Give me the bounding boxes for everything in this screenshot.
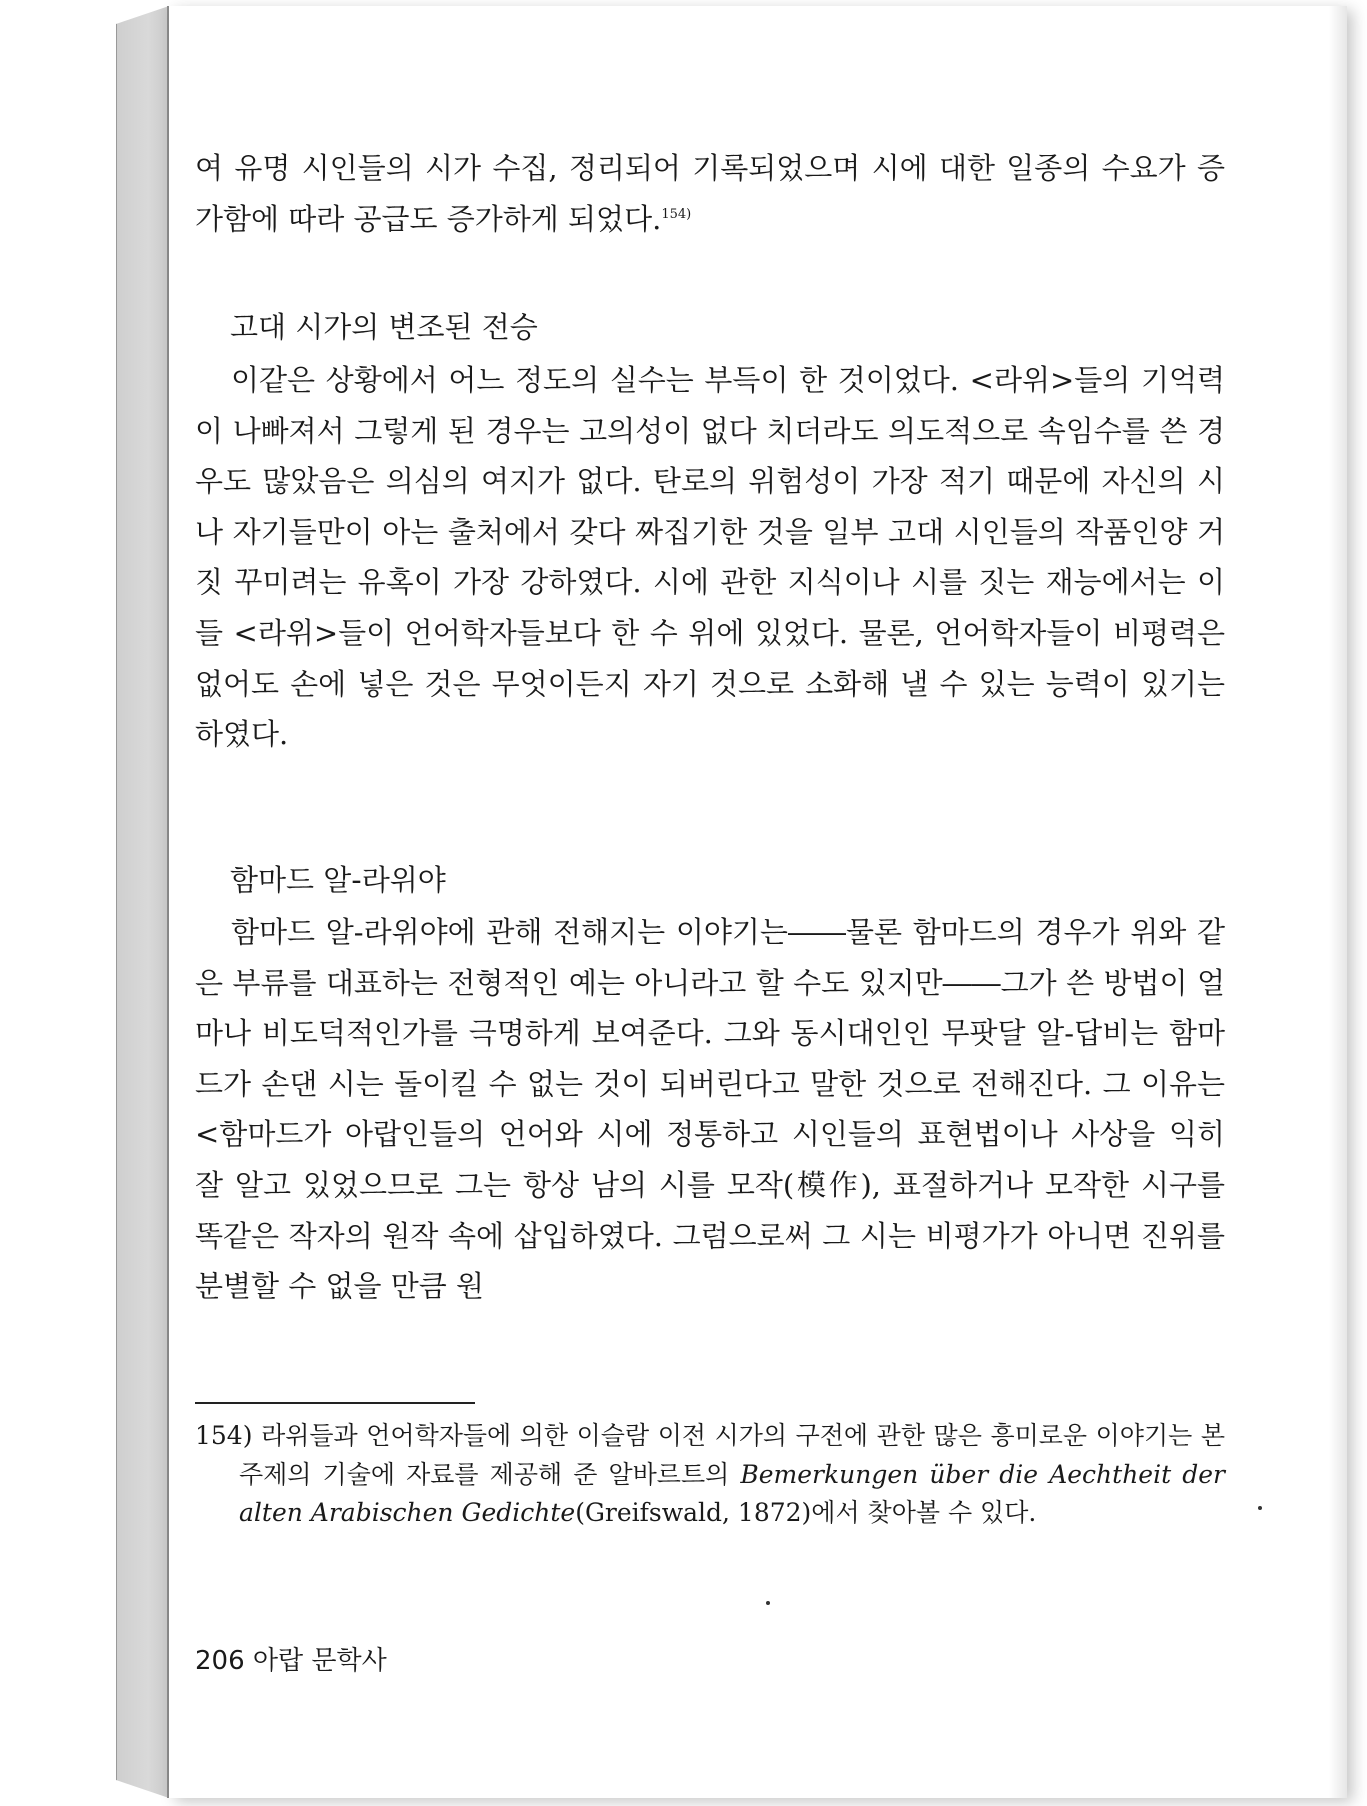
scan-speck — [766, 1601, 770, 1605]
section-heading-2: 함마드 알-라위야 — [230, 863, 446, 897]
footnote-ref: 154) — [661, 206, 692, 222]
footnote-text-after: (Greifswald, 1872)에서 찾아볼 수 있다. — [575, 1498, 1037, 1527]
page-edge-shadow — [1329, 6, 1347, 1798]
scan-speck — [1258, 1506, 1262, 1510]
section-1-paragraph — [195, 355, 1225, 760]
top-paragraph-text: 여 유명 시인들의 시가 수집, 정리되어 기록되었으며 시에 대한 일종의 수요가 증가함에 따라 공급도 증가하게 되었다. — [195, 151, 1225, 236]
book-spine — [116, 6, 169, 1798]
section-2-text: 함마드 알-라위야에 관해 전해지는 이야기는――물론 함마드의 경우가 위와 같은 부류를 대표하는 전형적인 예는 아니라고 할 수도 있지만――그가 쓴 방법이 얼마나 비도덕적인가를 극명하게 보여준다. 그와 동시대인인 무팟달 알-답비는 함마드가 손댄 시는 돌이킬 수 없는 것이 되버린다고 말한 것으로 전해진다. 그 이유는 <함마드가 아랍인들의 언어와 시에 정통하고 시인들의 표현법이나 사상을 익히 잘 알고 있었으므로 그는 항상 남의 시를 모작(模作), 표절하거나 모작한 시구를 똑같은 작자의 원작 속에 삽입하였다. 그럼으로써 그 시는 비평가가 아니면 진위를 분별할 수 없을 만큼 원 — [195, 915, 1225, 1304]
section-1-text: 이같은 상황에서 어느 정도의 실수는 부득이 한 것이었다. <라위>들의 기억력이 나빠져서 그렇게 된 경우는 고의성이 없다 치더라도 의도적으로 속임수를 쓴 경우도 많았음은 의심의 여지가 없다. 탄로의 위험성이 가장 적기 때문에 자신의 시나 자기들만이 아는 출처에서 갖다 짜집기한 것을 일부 고대 시인들의 작품인양 거짓 꾸미려는 유혹이 가장 강하였다. 시에 관한 지식이나 시를 짓는 재능에서는 이들 <라위>들이 언어학자들보다 한 수 위에 있었다. 물론, 언어학자들이 비평력은 없어도 손에 넣은 것은 무엇이든지 자기 것으로 소화해 낼 수 있는 능력이 있기는 하였다. — [195, 363, 1225, 752]
footnote-italic-title: Bemerkungen über die Aechtheit der alten Arabischen Gedichte — [239, 1459, 1225, 1527]
page-footer — [195, 1640, 387, 1677]
top-paragraph — [195, 143, 1225, 244]
footnote-text-before: 라위들과 언어학자들에 의한 이슬람 이전 시가의 구전에 관한 많은 흥미로운 이야기는 본 주제의 기술에 자료를 제공해 준 알바르트의 — [239, 1421, 1225, 1489]
footnote-number: 154) — [195, 1421, 253, 1450]
page-number: 206 — [195, 1646, 245, 1676]
book-title: 아랍 문학사 — [252, 1646, 387, 1676]
footnote-rule — [195, 1402, 475, 1404]
footnote — [195, 1417, 1225, 1533]
section-heading-1: 고대 시가의 변조된 전승 — [230, 310, 538, 344]
section-2-paragraph — [195, 907, 1225, 1312]
